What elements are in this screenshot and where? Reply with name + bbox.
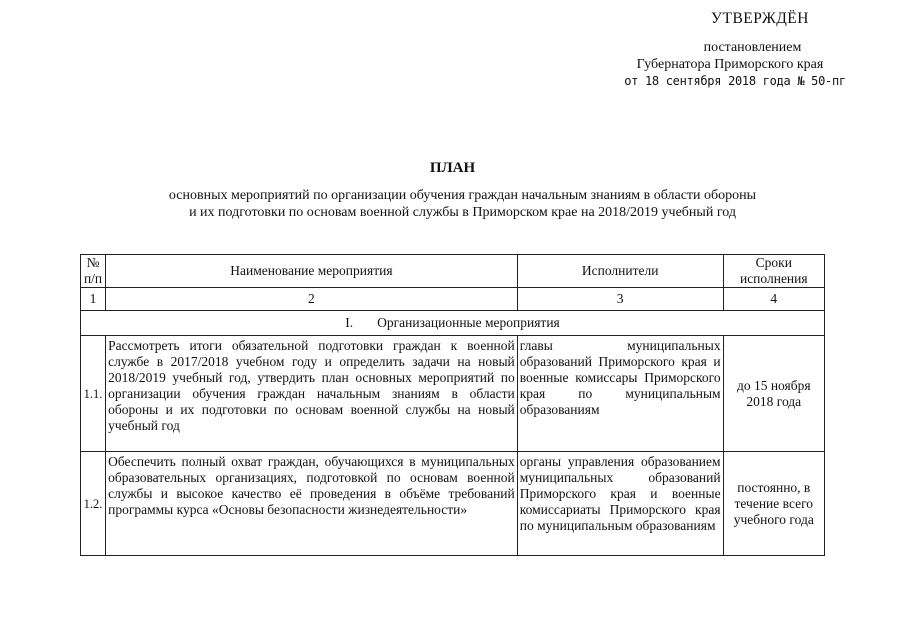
table-header-row [81,255,825,288]
deadline: до 15 ноября 2018 года [723,336,824,452]
approval-block [560,10,900,90]
executors: главы муниципальных образований Приморского края и военные комиссары Приморского края по муниципальным образованиям [517,336,723,452]
subtitle-line-2: и их подготовки по основам военной службы в Приморском крае на 2018/2019 учебный год [189,205,736,220]
section-numeral: I. [345,315,354,330]
activity-name: Рассмотреть итоги обязательной подготовки граждан к военной службе в 2017/2018 учебном году и определить задачи на новый 2018/2019 учебный год, утвердить план основных мероприятий по организации обучения граждан начальным знаниям в области обороны и их подготовки по основам военной службы на новый учебный год [106,336,518,452]
subtitle-line-1: основных мероприятий по организации обучения граждан начальным знаниям в области обороны [168,188,757,203]
document-subtitle [60,187,865,221]
plan-table-frame [80,254,825,556]
approval-authority-line: Губернатора Приморского края [636,57,824,72]
row-number: 1.2. [81,452,106,556]
approval-decree-line: постановлением [703,40,802,55]
column-index: 2 [106,288,518,311]
column-index: 3 [517,288,723,311]
header-num: № п/п [81,255,106,288]
approval-date-number: от 18 сентября 2018 года № 50-пг [624,74,846,88]
executors: органы управления образованием муниципальных образований Приморского края и военные комиссариаты Приморского края по муниципальным образованиям [517,452,723,556]
header-deadline: Сроки исполнения [723,255,824,288]
row-number: 1.1. [81,336,106,452]
column-index: 1 [81,288,106,311]
deadline: постоянно, в течение всего учебного года [723,452,824,556]
document-title: ПЛАН [429,160,476,176]
section-title: Организационные мероприятия [377,315,560,330]
activity-name: Обеспечить полный охват граждан, обучающихся в муниципальных образовательных организациях, подготовкой по основам военной службы и высокое качество её проведения в объёме требований программы курса «Основы безопасности жизнедеятельности» [106,452,518,556]
column-index: 4 [723,288,824,311]
table-row [81,336,825,452]
section-row [81,311,825,336]
column-index-row [81,288,825,311]
header-name: Наименование мероприятия [106,255,518,288]
approval-stamp-title: УТВЕРЖДЁН [711,10,809,27]
section-heading [81,311,825,336]
table-row [81,452,825,556]
header-executors: Исполнители [517,255,723,288]
plan-table [80,254,825,556]
